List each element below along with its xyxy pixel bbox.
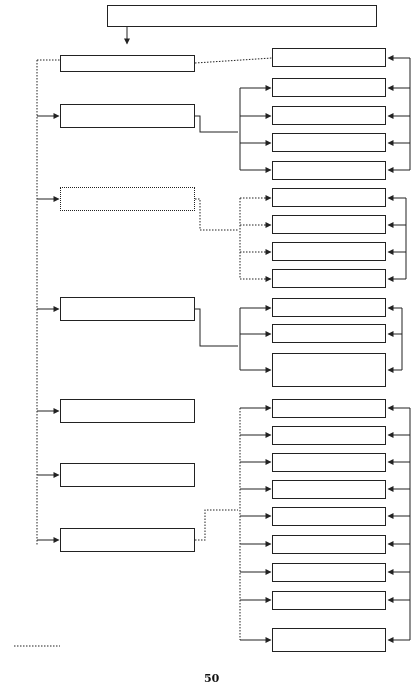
- ergonomic-sub-3-box: [272, 353, 386, 387]
- safety-sub-2-box: [272, 426, 386, 445]
- purpose-box: [60, 104, 195, 128]
- reliability-sub-2-box: [272, 215, 386, 234]
- page-number: 50: [204, 672, 220, 685]
- reliability-sub-3-box: [272, 242, 386, 261]
- safety-sub-7-box: [272, 563, 386, 582]
- connector-line-27: [195, 510, 238, 540]
- connector-line-16: [195, 199, 238, 230]
- purpose-sub-4-box: [272, 161, 386, 180]
- reliability-sub-4-box: [272, 269, 386, 288]
- purpose-sub-2-box: [272, 106, 386, 125]
- connector-line-10: [195, 116, 238, 132]
- subgroups-header-box: [272, 48, 386, 67]
- ergonomic-box: [60, 297, 195, 321]
- safety-sub-9-box: [272, 628, 386, 652]
- aesthetic-box: [60, 399, 195, 423]
- safety-box: [60, 528, 195, 552]
- ergonomic-sub-2-box: [272, 324, 386, 343]
- ergonomic-sub-1-box: [272, 298, 386, 317]
- safety-sub-6-box: [272, 535, 386, 554]
- diagram-title-box: [107, 5, 377, 27]
- connector-line-1: [195, 58, 272, 63]
- purpose-sub-3-box: [272, 133, 386, 152]
- safety-sub-5-box: [272, 507, 386, 526]
- reliability-box: [60, 187, 195, 211]
- safety-sub-1-box: [272, 399, 386, 418]
- ecological-box: [60, 463, 195, 487]
- reliability-sub-1-box: [272, 188, 386, 207]
- group-header-box: [60, 55, 195, 72]
- connector-line-22: [195, 309, 238, 346]
- safety-sub-3-box: [272, 453, 386, 472]
- safety-sub-4-box: [272, 480, 386, 499]
- purpose-sub-1-box: [272, 78, 386, 97]
- safety-sub-8-box: [272, 591, 386, 610]
